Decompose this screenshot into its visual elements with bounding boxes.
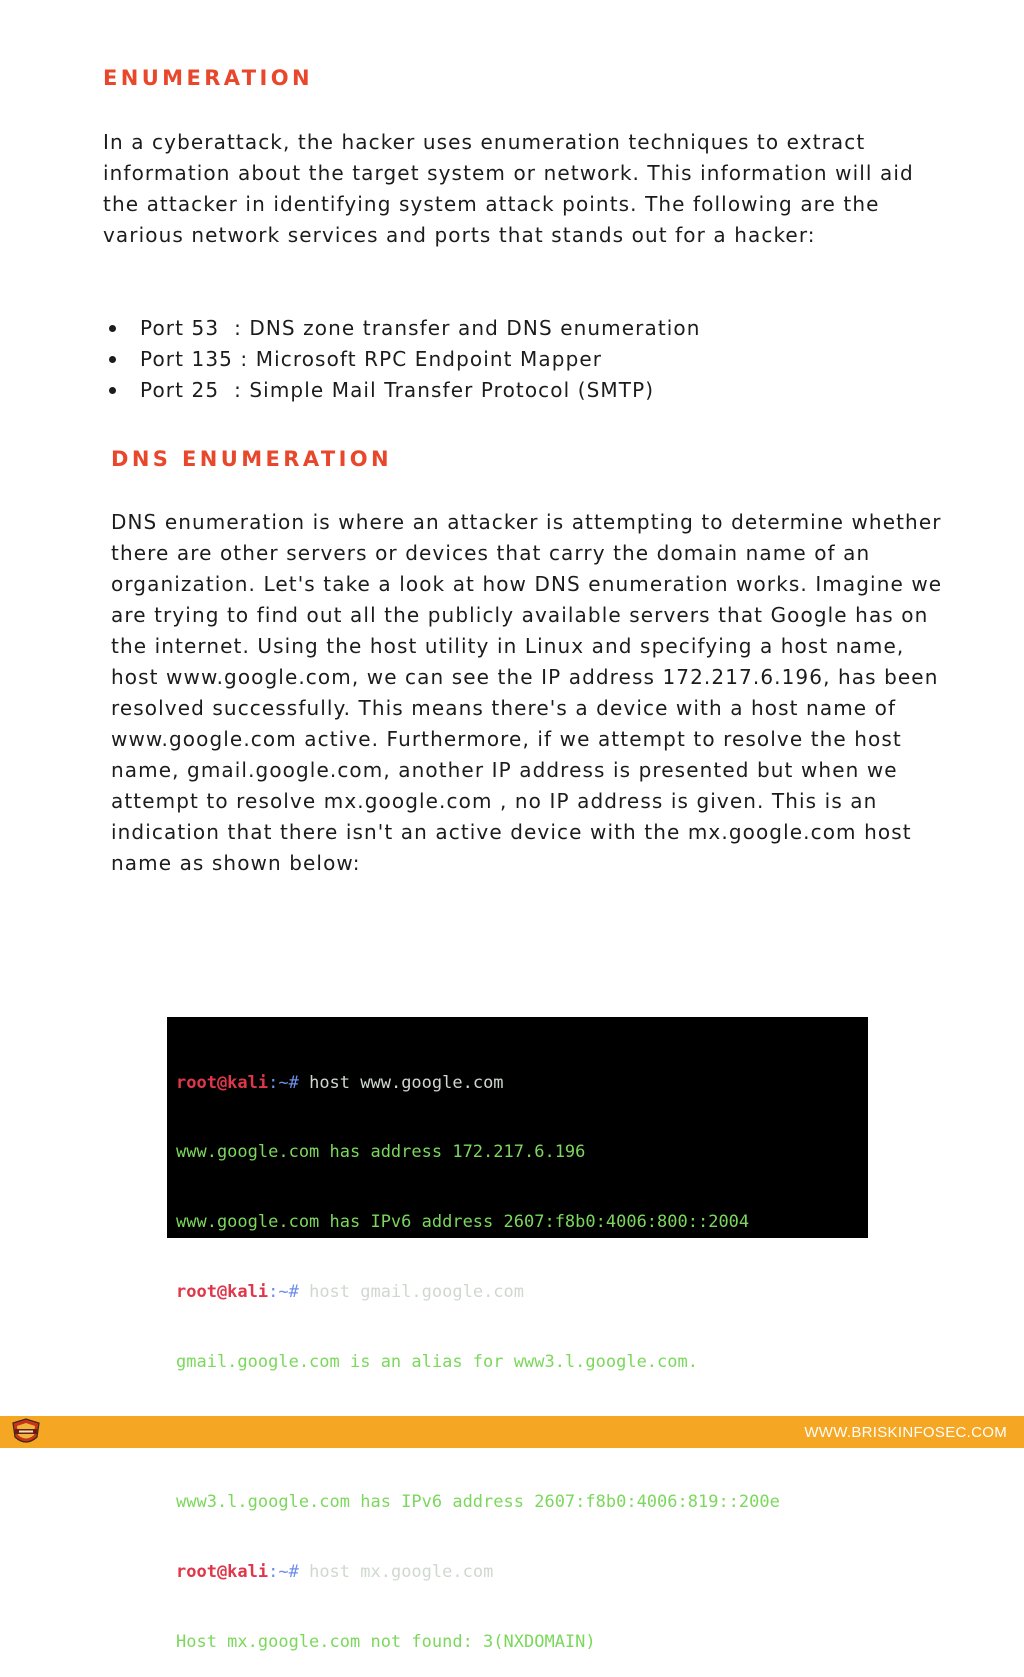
port-list-item: Port 135 : Microsoft RPC Endpoint Mapper [103,344,701,375]
terminal-line: gmail.google.com is an alias for www3.l.google.com. [176,1352,698,1373]
terminal-line: www.google.com has address 172.217.6.196 [176,1142,586,1163]
port-list-item: Port 53 : DNS zone transfer and DNS enumeration [103,313,701,344]
terminal-command: host www.google.com [298,1072,504,1093]
terminal-line: www.google.com has IPv6 address 2607:f8b0:4006:800::2004 [176,1212,750,1233]
footer-url: WWW.BRISKINFOSEC.COM [804,1424,1007,1441]
terminal-command: host mx.google.com [298,1561,494,1582]
terminal-command: host gmail.google.com [298,1282,525,1303]
section-heading-dns-enumeration: DNS ENUMERATION [111,447,393,471]
shield-logo-icon [9,1417,43,1447]
terminal-prompt-user: root@kali [176,1072,269,1093]
footer-bar [0,1416,1024,1448]
terminal-prompt-user: root@kali [176,1282,269,1303]
section-heading-enumeration: ENUMERATION [103,66,313,90]
terminal-prompt-path: :~# [268,1072,299,1093]
port-list-item: Port 25 : Simple Mail Transfer Protocol (SMTP) [103,375,701,406]
terminal-line: www3.l.google.com has IPv6 address 2607:f8b0:4006:819::200e [176,1491,780,1512]
enumeration-paragraph: In a cyberattack, the hacker uses enumeration techniques to extract information about the target system or network. This information will aid the attacker in identifying system attack points. The following are the various network services and ports that stands out for a hacker: [103,130,914,247]
terminal-prompt-user: root@kali [176,1561,269,1582]
port-list [103,313,701,406]
dns-enumeration-paragraph: DNS enumeration is where an attacker is attempting to determine whether there are other servers or devices that carry the domain name of an organization. Let's take a look at how DNS enumeration works. Imagine we are trying to find out all the publicly available servers that Google has on the internet. Using the host utility in Linux and specifying a host name, host www.google.com, we can see the IP address 172.217.6.196, has been resolved successfully. This means there's a device with a host name of www.google.com active. Furthermore, if we attempt to resolve the host name, gmail.google.com, another IP address is presented but when we attempt to resolve mx.google.com , no IP address is given. This is an indication that there isn't an active device with the mx.google.com host name as shown below: [111,510,943,875]
terminal-line: Host mx.google.com not found: 3(NXDOMAIN) [176,1631,596,1652]
terminal-screenshot [167,1017,868,1652]
terminal-line [176,1281,868,1304]
terminal-line [176,1072,868,1095]
terminal-line [176,1561,868,1584]
terminal-prompt-path: :~# [268,1282,299,1303]
terminal-prompt-path: :~# [268,1561,299,1582]
